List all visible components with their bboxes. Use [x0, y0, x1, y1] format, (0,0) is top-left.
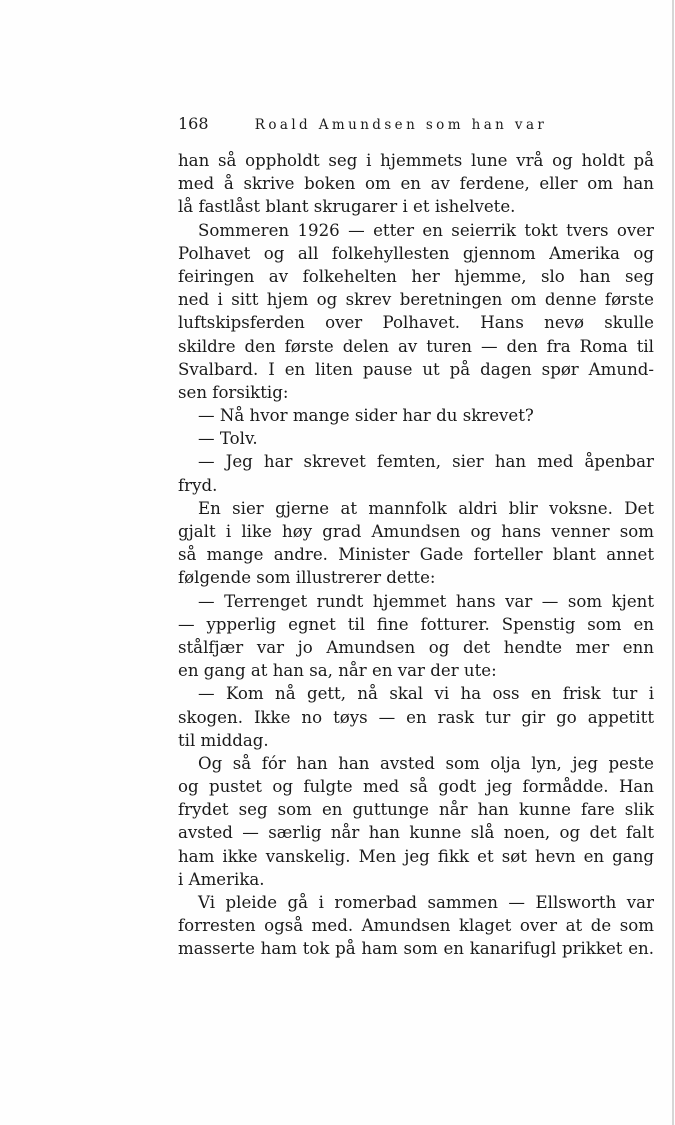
text-line: En sier gjerne at mannfolk aldri blir voksne. Det	[198, 498, 654, 518]
text-line: — Jeg har skrevet femten, sier han med åpenbar	[198, 452, 654, 472]
text-line: — Terrenget rundt hjemmet hans var — som kjent	[198, 591, 654, 611]
text-line: ned i sitt hjem og skrev beretningen om denne første	[178, 290, 654, 310]
page-header	[178, 114, 658, 138]
text-line: — Tolv.	[198, 429, 258, 449]
text-line: masserte ham tok på ham som en kanarifugl prikket en.	[178, 939, 654, 959]
text-line: forresten også med. Amundsen klaget over at de som	[178, 916, 654, 936]
text-line: frydet seg som en guttunge når han kunne fare slik	[178, 800, 654, 820]
text-line: ham ikke vanskelig. Men jeg fikk et søt hevn en gang	[178, 846, 654, 866]
text-line: — Nå hvor mange sider har du skrevet?	[198, 406, 534, 426]
text-line: luftskipsferden over Polhavet. Hans nevø skulle	[178, 313, 654, 333]
text-line: stålfjær var jo Amundsen og det hendte mer enn	[178, 637, 654, 657]
text-line: Svalbard. I en liten pause ut på dagen spør Amund-	[178, 359, 654, 379]
text-line: han så oppholdt seg i hjemmets lune vrå og holdt på	[178, 151, 654, 170]
text-line: en gang at han sa, når en var der ute:	[178, 661, 497, 681]
text-line: følgende som illustrerer dette:	[178, 568, 436, 588]
text-line: feiringen av folkehelten her hjemme, slo han seg	[178, 266, 654, 286]
text-line: gjalt i like høy grad Amundsen og hans venner som	[178, 522, 654, 541]
text-line: og pustet og fulgte med så godt jeg formådde. Han	[178, 777, 654, 797]
text-line: avsted — særlig når han kunne slå noen, og det falt	[178, 823, 654, 843]
text-line: fryd.	[178, 475, 218, 495]
text-line: med å skrive boken om en av ferdene, eller om han	[178, 174, 654, 194]
text-line: — ypperlig egnet til fine fotturer. Spenstig som en	[178, 614, 654, 634]
text-line: Vi pleide gå i romerbad sammen — Ellsworth var	[198, 893, 654, 912]
text-line: skogen. Ikke no tøys — en rask tur gir go appetitt	[178, 707, 654, 727]
text-line: Sommeren 1926 — etter en seierrik tokt tvers over	[198, 220, 654, 240]
text-line: til middag.	[178, 730, 269, 750]
text-line: i Amerika.	[178, 869, 265, 889]
text-line: så mange andre. Minister Gade forteller blant annet	[178, 545, 654, 565]
body-text	[178, 149, 654, 961]
text-line: sen forsiktig:	[178, 382, 289, 402]
text-line: skildre den første delen av turen — den fra Roma til	[178, 336, 654, 356]
running-title: Roald Amundsen som han var	[254, 117, 548, 133]
text-line: lå fastlåst blant skrugarer i et ishelvete.	[178, 197, 516, 217]
text-line: Og så fór han han avsted som olja lyn, jeg peste	[198, 753, 654, 773]
text-line: Polhavet og all folkehyllesten gjennom Amerika og	[178, 243, 654, 263]
text-line: — Kom nå gett, nå skal vi ha oss en frisk tur i	[198, 684, 654, 704]
page-number: 168	[178, 114, 209, 133]
